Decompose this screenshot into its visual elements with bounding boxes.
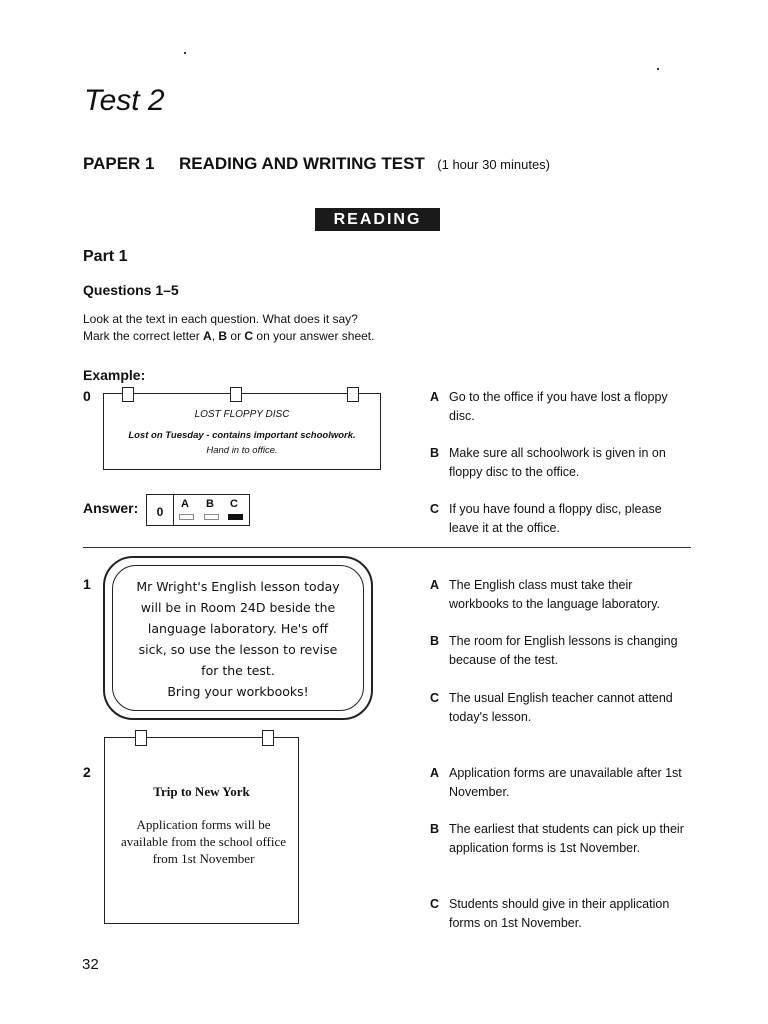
example-option-b: B Make sure all schoolwork is given in on floppy disc to the office.	[430, 446, 666, 479]
notice-title: Trip to New York	[153, 784, 250, 799]
notice-body: Application forms will be available from the school office from 1st November	[120, 817, 287, 866]
test-title: Test 2	[84, 84, 165, 117]
instructions-line-2: Mark the correct letter A, B or C on your answer sheet.	[83, 329, 375, 343]
pin-icon	[262, 730, 274, 746]
notice-title: LOST FLOPPY DISC	[194, 409, 290, 420]
answer-label: Answer:	[83, 500, 139, 516]
notice-line: Lost on Tuesday - contains important schoolwork.	[128, 430, 356, 441]
notice-line: for the test.	[201, 663, 275, 678]
notice-line: will be in Room 24D beside the	[140, 600, 336, 615]
pin-icon	[230, 387, 242, 402]
pin-icon	[122, 387, 134, 402]
question-1-option-a: A The English class must take their workbooks to the language laboratory.	[430, 578, 661, 611]
reading-banner: READING	[315, 208, 440, 231]
notice-line: Mr Wright's English lesson today	[136, 579, 340, 594]
notice-line: sick, so use the lesson to revise	[138, 642, 338, 657]
instructions	[83, 311, 374, 345]
question-2-option-c: C Students should give in their application forms on 1st November.	[430, 897, 670, 930]
example-number: 0	[83, 388, 91, 404]
section-divider	[83, 547, 691, 548]
answer-mark-a	[179, 514, 194, 520]
answer-mark-b	[204, 514, 219, 520]
question-1-notice	[103, 556, 373, 720]
notice-line: Hand in to office.	[206, 445, 278, 456]
page-number: 32	[82, 956, 99, 973]
question-1-option-b: B The room for English lessons is changing because of the test.	[430, 634, 678, 667]
pin-icon	[135, 730, 147, 746]
part-title: Part 1	[83, 248, 128, 265]
answer-grid	[146, 494, 250, 526]
answer-letter-c: C	[230, 498, 238, 510]
question-2-option-a: A Application forms are unavailable after 1st November.	[430, 766, 682, 799]
paper-name: READING AND WRITING TEST	[178, 154, 425, 173]
paper-label: PAPER 1	[83, 154, 155, 173]
answer-letter-a: A	[181, 498, 189, 510]
question-1-number: 1	[83, 576, 91, 592]
pin-icon	[347, 387, 359, 402]
instructions-line-1: Look at the text in each question. What does it say?	[83, 312, 358, 326]
question-2-option-b: B The earliest that students can pick up their application forms is 1st November.	[430, 822, 684, 855]
question-2-notice	[104, 737, 299, 924]
example-option-c: C If you have found a floppy disc, please leave it at the office.	[430, 502, 662, 535]
answer-mark-c-selected	[228, 514, 243, 520]
paper-heading	[83, 154, 550, 174]
question-2-number: 2	[83, 764, 91, 780]
notice-line: language laboratory. He's off	[147, 621, 329, 636]
question-1-option-c: C The usual English teacher cannot attend today's lesson.	[430, 691, 673, 724]
example-label: Example:	[83, 367, 146, 383]
scan-speck	[657, 68, 659, 70]
answer-letter-b: B	[206, 498, 214, 510]
example-notice	[103, 393, 381, 470]
paper-duration: (1 hour 30 minutes)	[437, 157, 551, 172]
scan-speck	[184, 52, 186, 54]
answer-row-number: 0	[147, 495, 174, 525]
questions-range: Questions 1–5	[83, 282, 179, 298]
example-option-a: A Go to the office if you have lost a floppy disc.	[430, 390, 668, 423]
notice-line: Bring your workbooks!	[167, 684, 309, 699]
